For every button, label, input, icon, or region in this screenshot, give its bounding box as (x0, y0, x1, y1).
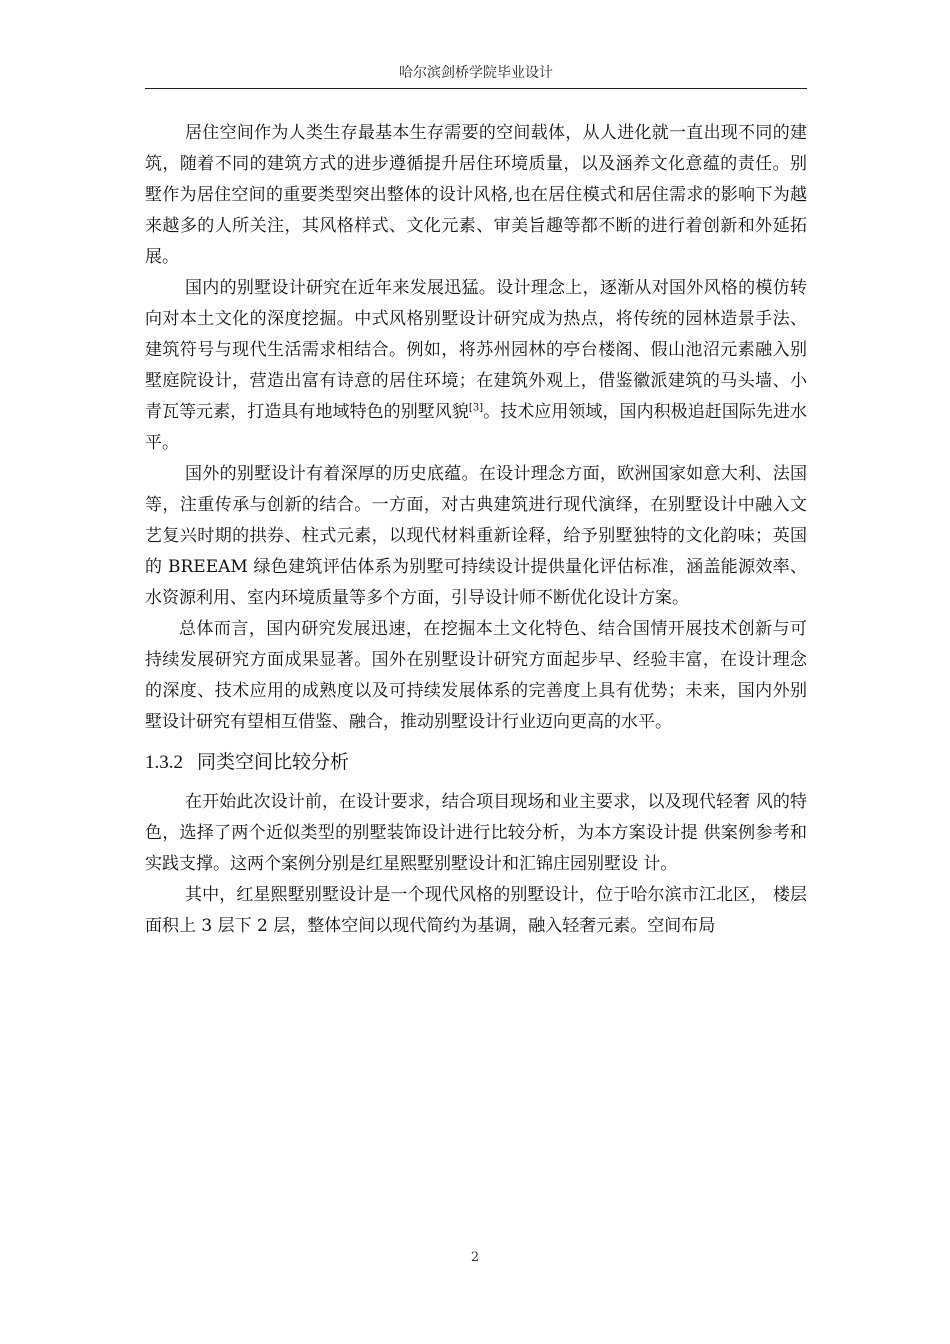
paragraph-domestic-text-end: 。技术应用领域，国内积极追赶国际先进水平。 (145, 402, 808, 453)
paragraph-case-one: 其中，红星熙墅别墅设计是一个现代风格的别墅设计，位于哈尔滨市江北区， 楼层面积上 3 层下 2 层，整体空间以现代简约为基调，融入轻奢元素。空间布局 (145, 885, 807, 936)
paragraph-intro: 居住空间作为人类生存最基本生存需要的空间载体，从人进化就一直出现不同的建筑，随着不同的建筑方式的进步遵循提升居住环境质量，以及涵养文化意蕴的责任。别墅作为居住空间的重要类型突出整体的设计风格,也在居住模式和居住需求的影响下为越来越多的人所关注，其风格样式、文化元素、审美旨趣等都不断的进行着创新和外延拓展。 (145, 123, 807, 267)
page-header (145, 60, 807, 89)
section-heading (145, 738, 807, 787)
document-body (145, 118, 807, 942)
page-number: 2 (470, 1250, 480, 1265)
paragraph-foreign: 国外的别墅设计有着深厚的历史底蕴。在设计理念方面，欧洲国家如意大利、法国等，注重传承与创新的结合。一方面，对古典建筑进行现代演绎，在别墅设计中融入文艺复兴时期的拱券、柱式元素，以现代材料重新诠释，给予别墅独特的文化韵味；英国的 BREEAM 绿色建筑评估体系为别墅可持续设计提供量化评估标准，涵盖能源效率、水资源利用、室内环境质量等多个方面，引导设计师不断优化设计方案。 (145, 464, 807, 608)
section-title: 同类空间比较分析 (197, 751, 350, 773)
paragraph-domestic-text: 国内的别墅设计研究在近年来发展迅猛。设计理念上，逐渐从对国外风格的模仿转向对本土文化的深度挖掘。中式风格别墅设计研究成为热点，将传统的园林造景手法、建筑符号与现代生活需求相结合。例如，将苏州园林的亭台楼阁、假山池沼元素融入别墅庭院设计，营造出富有诗意的居住环境；在建筑外观上，借鉴徽派建筑的马头墙、小青瓦等元素，打造具有地域特色的别墅风貌 (145, 278, 807, 422)
section-number: 1.3.2 (145, 752, 183, 773)
citation-marker[interactable]: [3] (468, 402, 484, 414)
paragraph-comparison: 在开始此次设计前，在设计要求，结合项目现场和业主要求，以及现代轻奢 风的特色，选择了两个近似类型的别墅装饰设计进行比较分析，为本方案设计提 供案例参考和实践支撑。这两个案例分别是红星熙墅别墅设计和汇锦庄园别墅设 计。 (145, 792, 807, 874)
paragraph-domestic (145, 273, 807, 459)
header-title: 哈尔滨剑桥学院毕业设计 (399, 65, 553, 81)
paragraph-summary: 总体而言，国内研究发展迅速，在挖掘本土文化特色、结合国情开展技术创新与可持续发展研究方面成果显著。国外在别墅设计研究方面起步早、经验丰富，在设计理念的深度、技术应用的成熟度以及可持续发展体系的完善度上具有优势；未来，国内外别墅设计研究有望相互借鉴、融合，推动别墅设计行业迈向更高的水平。 (145, 619, 807, 732)
